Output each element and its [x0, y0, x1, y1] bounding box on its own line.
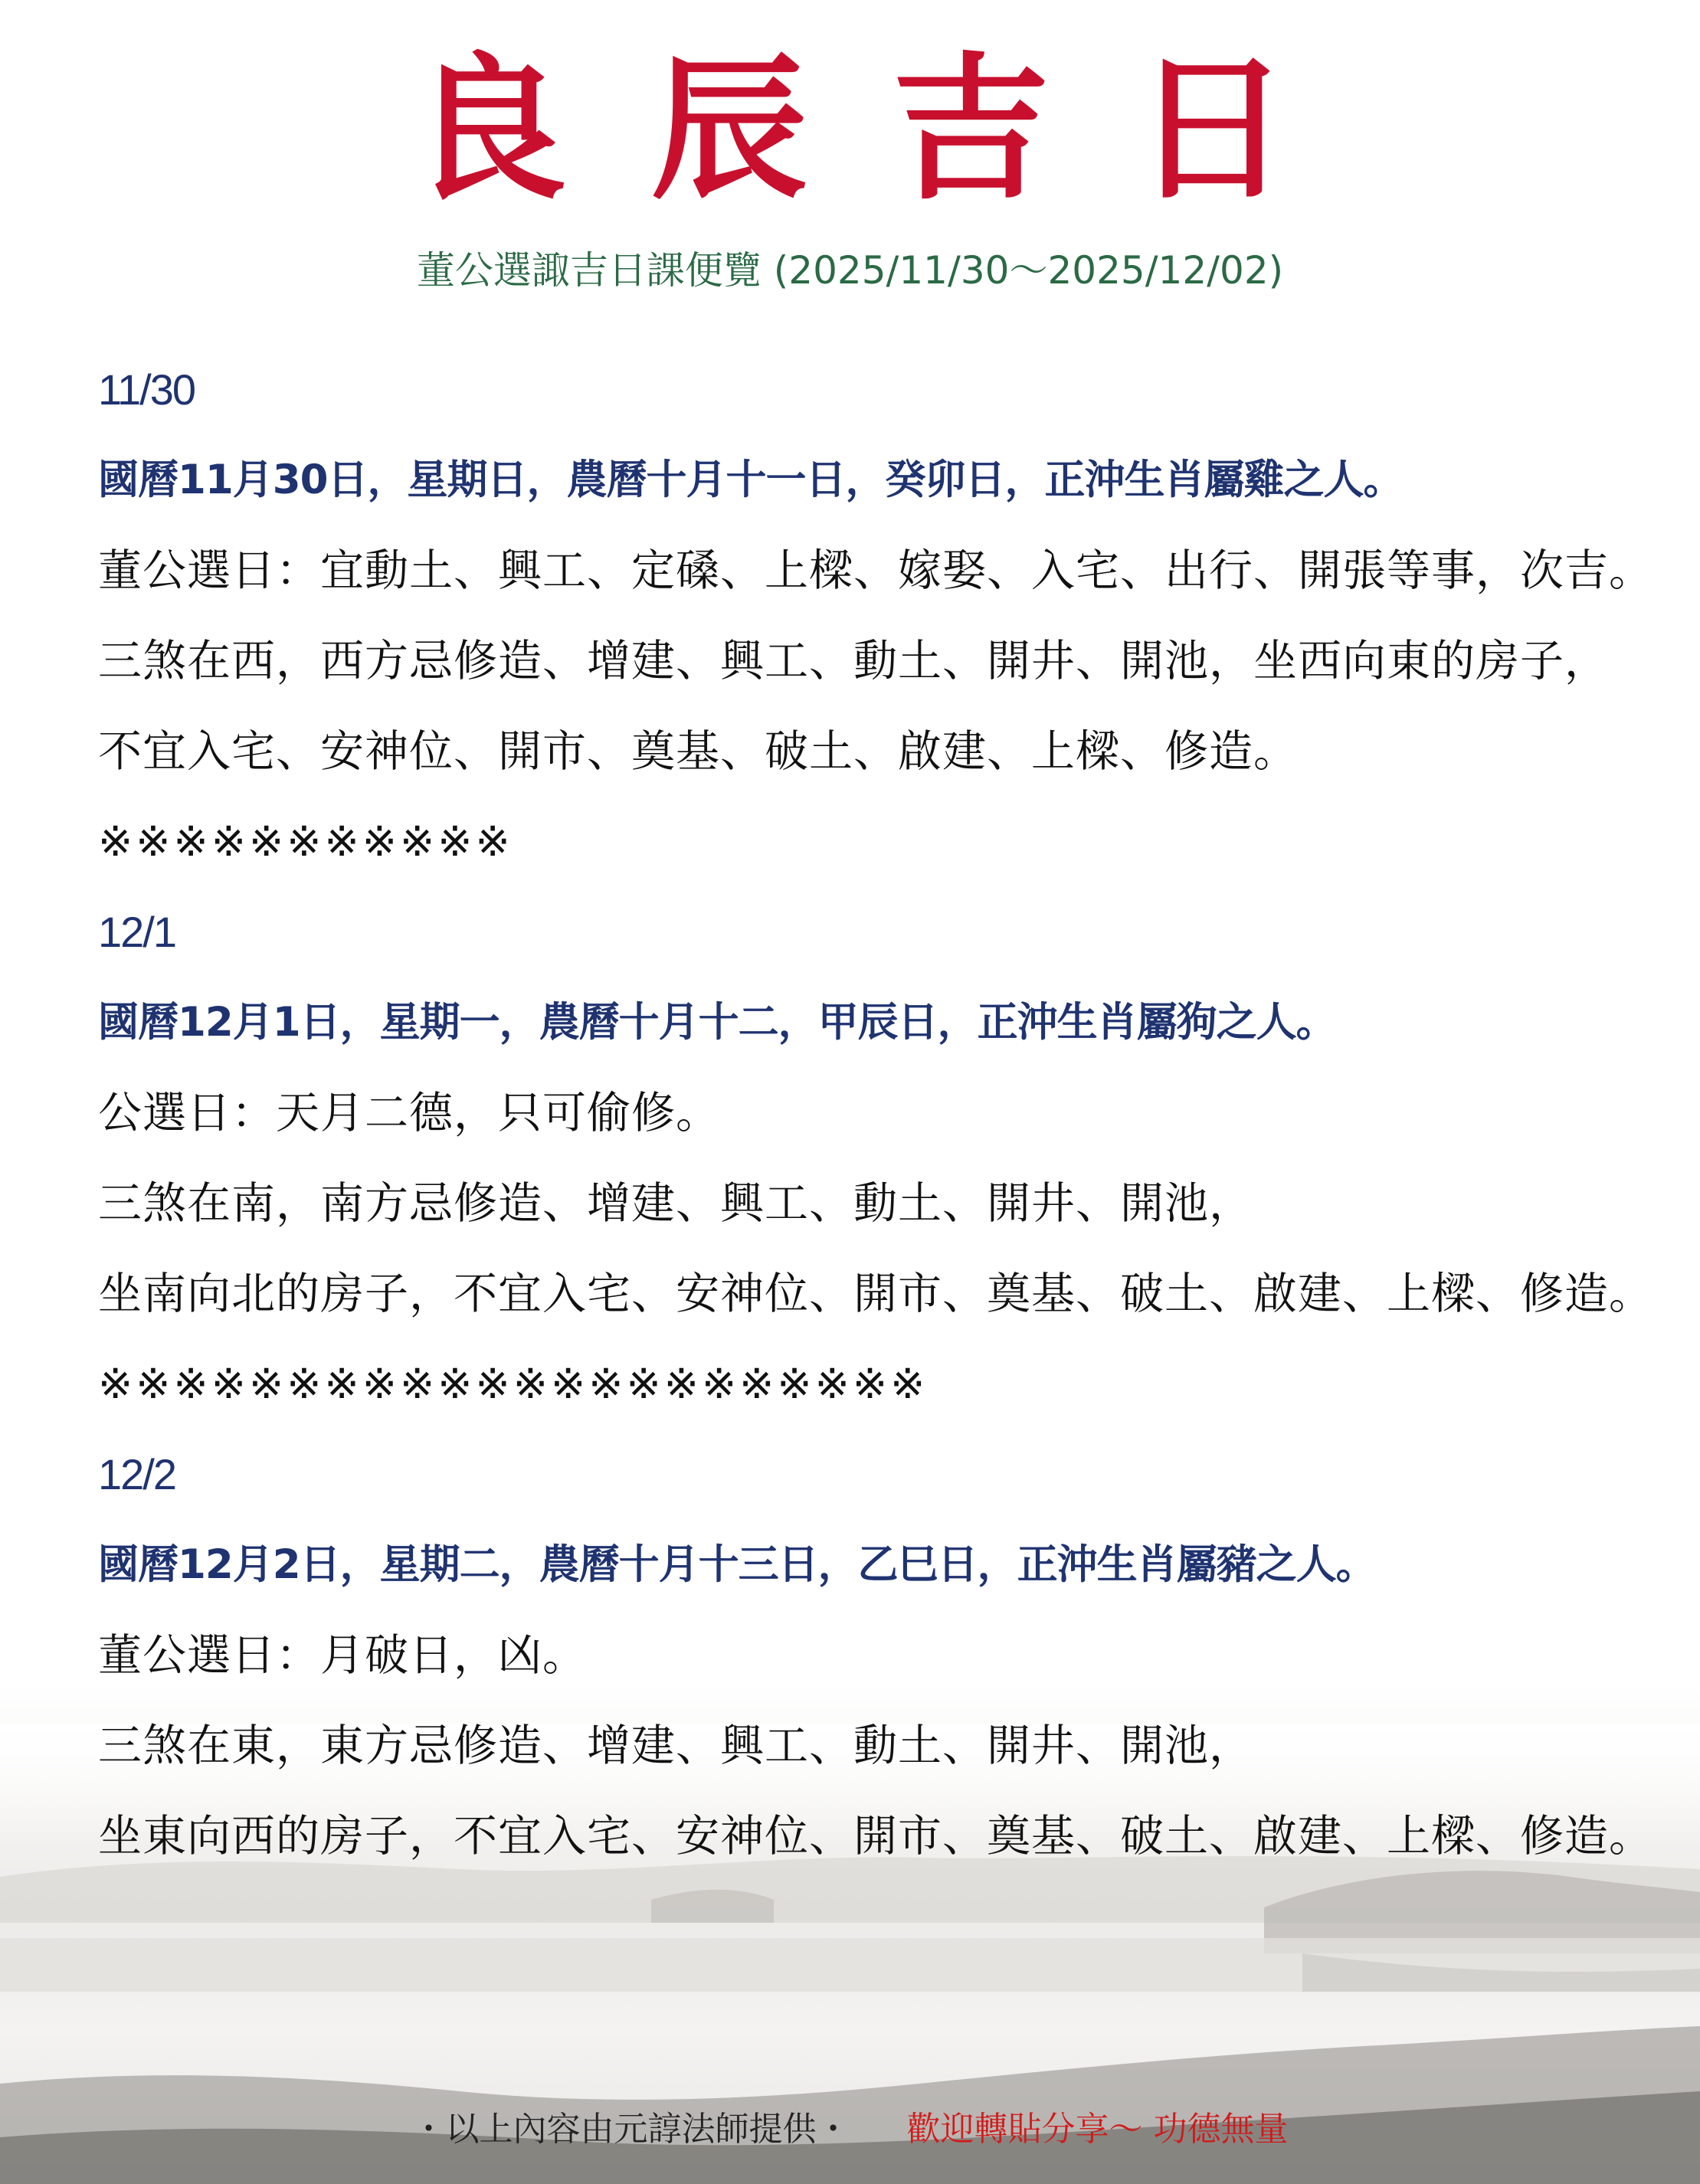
- entry-separator: ※※※※※※※※※※※: [98, 817, 513, 866]
- entry-line: 坐南向北的房子，不宜入宅、安神位、開市、奠基、破土、啟建、上樑、修造。: [98, 1269, 1653, 1319]
- entry-line: 三煞在南，南方忌修造、增建、興工、動土、開井、開池，: [98, 1178, 1253, 1229]
- entry-separator: ※※※※※※※※※※※※※※※※※※※※※※: [98, 1360, 929, 1408]
- entry-line: 三煞在東，東方忌修造、增建、興工、動土、開井、開池，: [98, 1721, 1253, 1771]
- entry-line: 三煞在西，西方忌修造、增建、興工、動土、開井、開池，坐西向東的房子，: [98, 636, 1609, 686]
- entry-line: 董公選日：月破日，凶。: [98, 1630, 587, 1681]
- entry-header: 國曆12月2日，星期二，農曆十月十三日，乙巳日，正沖生肖屬豬之人。: [98, 1541, 1376, 1588]
- page-title: 良辰吉日: [409, 39, 1375, 221]
- entry-header: 國曆11月30日，星期日，農曆十月十一日，癸卯日，正沖生肖屬雞之人。: [98, 457, 1404, 503]
- entry-line: 坐東向西的房子，不宜入宅、安神位、開市、奠基、破土、啟建、上樑、修造。: [98, 1811, 1653, 1861]
- entry-date: 12/2: [98, 1450, 175, 1498]
- entry-header: 國曆12月1日，星期一，農曆十月十二，甲辰日，正沖生肖屬狗之人。: [98, 999, 1336, 1046]
- footer-share-message: 歡迎轉貼分享～ 功德無量: [906, 2110, 1289, 2149]
- entry-line: 董公選日：宜動土、興工、定磉、上樑、嫁娶、入宅、出行、開張等事，次吉。: [98, 545, 1653, 596]
- entry-date: 11/30: [98, 365, 195, 414]
- entry-line: 不宜入宅、安神位、開市、奠基、破土、啟建、上樑、修造。: [98, 726, 1298, 777]
- entry-date: 12/1: [98, 908, 175, 956]
- calendar-entries: [98, 345, 1676, 1881]
- page-subtitle: 董公選諏吉日課便覽 (2025/11/30～2025/12/02): [416, 248, 1284, 293]
- footer-credit: ・以上內容由元諄法師提供・: [411, 2110, 850, 2149]
- footer: [0, 2103, 1700, 2156]
- entry-line: 公選日：天月二德，只可偷修。: [98, 1088, 720, 1138]
